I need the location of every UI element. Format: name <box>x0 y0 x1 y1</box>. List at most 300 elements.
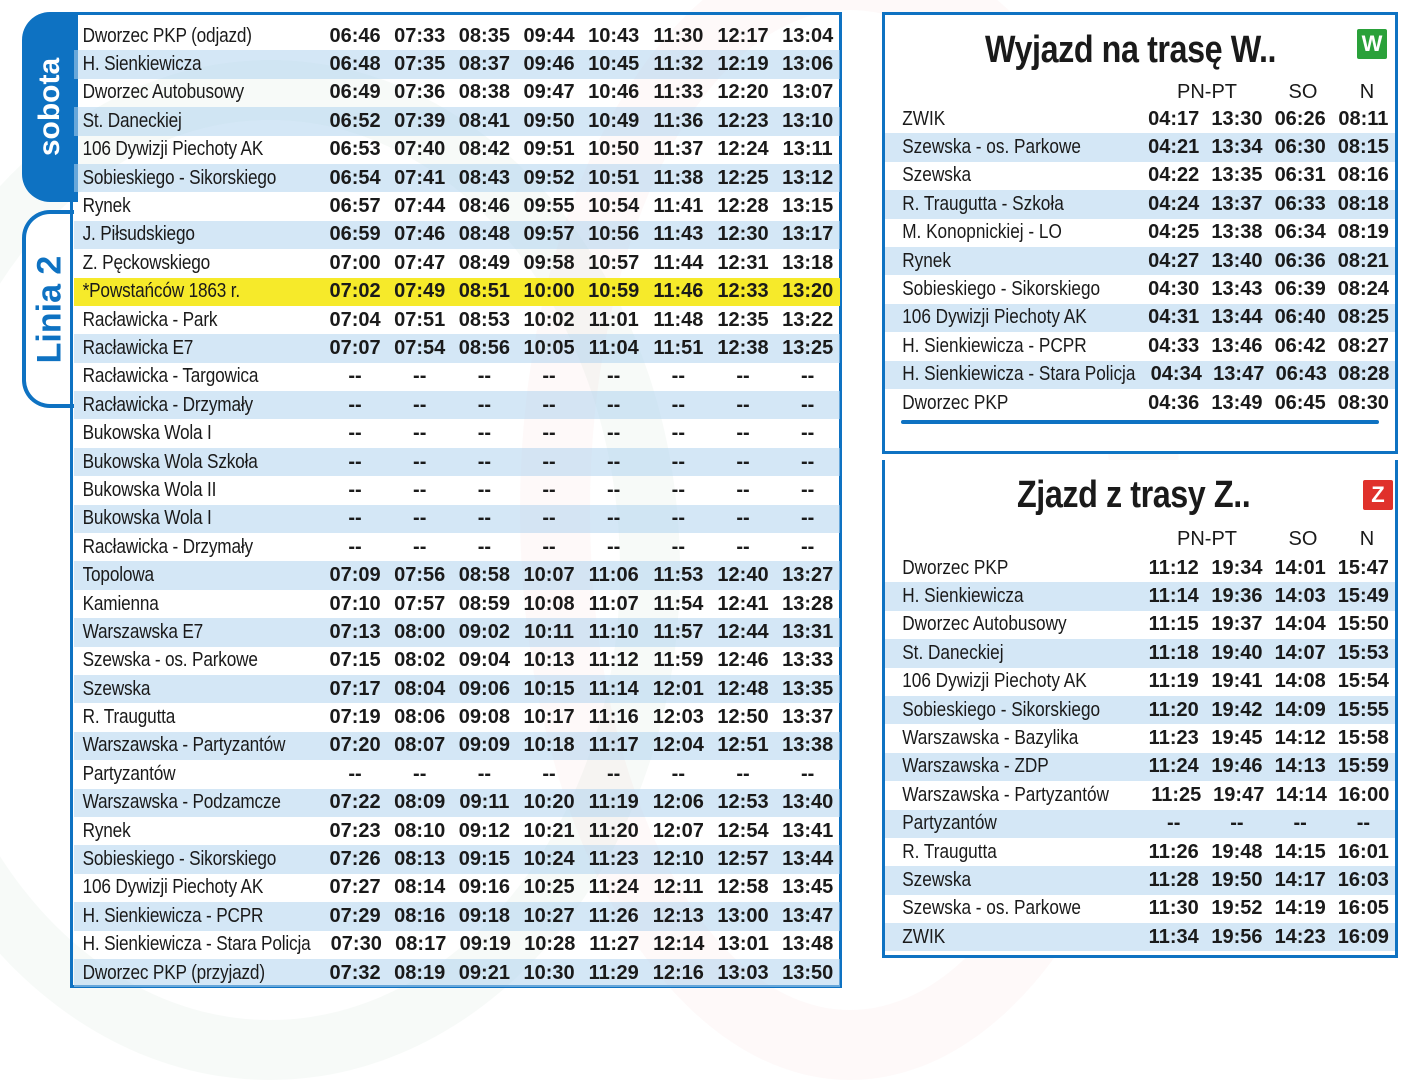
departure-time: 13:38 <box>782 734 834 757</box>
departure-time: -- <box>413 450 427 473</box>
departure-time: 14:01 <box>1274 556 1326 579</box>
departure-time: 08:14 <box>394 876 446 899</box>
departure-time: 11:19 <box>588 791 639 814</box>
departure-time: -- <box>348 365 362 388</box>
departure-time: 06:33 <box>1274 192 1326 215</box>
departure-time: 11:18 <box>1148 641 1199 664</box>
departure-time: 08:13 <box>394 848 446 871</box>
table-row <box>885 389 1395 417</box>
departure-time: 13:48 <box>782 933 834 956</box>
table-row <box>885 133 1395 161</box>
table-row <box>74 278 840 306</box>
stop-name: H. Sienkiewicza - PCPR <box>82 904 264 927</box>
stop-name: 106 Dywizji Piechoty AK <box>902 670 1087 693</box>
departure-time: -- <box>800 450 815 473</box>
departure-time: 12:51 <box>717 734 769 757</box>
departure-time: 15:54 <box>1337 670 1389 693</box>
departure-time: 12:41 <box>717 592 769 615</box>
departure-time: 16:05 <box>1337 897 1389 920</box>
departure-time: 08:00 <box>394 620 446 643</box>
departure-time: 07:30 <box>330 933 382 956</box>
departure-time: 12:35 <box>717 308 769 331</box>
departure-time: 04:17 <box>1148 107 1200 130</box>
departure-time: 19:40 <box>1211 641 1263 664</box>
departure-time: 15:59 <box>1337 755 1389 778</box>
departure-time: 07:32 <box>329 961 381 984</box>
departure-time: 09:16 <box>458 876 510 899</box>
departure-time: 13:47 <box>1213 363 1265 386</box>
stop-name: *Powstańców 1863 r. <box>82 280 240 303</box>
departure-time: -- <box>736 450 750 473</box>
departure-time: 07:07 <box>329 336 381 359</box>
departure-time: 12:01 <box>652 677 704 700</box>
departure-time: 14:14 <box>1275 783 1327 806</box>
departure-time: -- <box>736 507 750 530</box>
departure-time: 07:47 <box>394 251 446 274</box>
departure-time: 10:02 <box>523 308 575 331</box>
departure-time: 19:50 <box>1211 868 1263 891</box>
departure-time: -- <box>477 535 492 558</box>
departure-time: 11:10 <box>588 620 639 643</box>
departure-time: 15:49 <box>1337 585 1389 608</box>
departure-time: 07:13 <box>329 620 381 643</box>
departure-time: 07:10 <box>329 592 381 615</box>
departure-time: -- <box>800 478 815 501</box>
departure-time: 08:27 <box>1337 334 1389 357</box>
departure-time: 12:06 <box>652 791 704 814</box>
departure-time: 07:27 <box>329 876 381 899</box>
departure-time: 08:59 <box>458 592 510 615</box>
departure-time: 06:39 <box>1274 278 1326 301</box>
stop-name: Partyzantów <box>902 812 997 835</box>
departure-time: 10:51 <box>588 166 640 189</box>
departure-time: 10:25 <box>523 876 575 899</box>
departure-time: 11:24 <box>1148 755 1199 778</box>
stop-name: Rynek <box>902 249 951 272</box>
departure-time: 10:50 <box>588 138 640 161</box>
stop-name: St. Daneckiej <box>82 109 182 132</box>
departure-time: 06:26 <box>1274 107 1326 130</box>
departure-time: 11:38 <box>653 166 704 189</box>
departure-time: 13:37 <box>782 706 834 729</box>
table-row <box>885 696 1395 724</box>
departure-title: Wyjazd na trasę W.. <box>985 29 1277 71</box>
departure-time: -- <box>348 422 362 445</box>
departure-time: -- <box>348 507 362 530</box>
table-row <box>74 419 840 447</box>
table-row <box>74 703 840 731</box>
departure-time: 08:11 <box>1338 107 1389 130</box>
departure-time: 19:46 <box>1211 755 1263 778</box>
departure-time: 08:24 <box>1337 278 1389 301</box>
departure-header <box>1143 81 1399 104</box>
departure-time: 13:31 <box>782 620 834 643</box>
stop-name: H. Sienkiewicza - Stara Policja <box>82 933 311 956</box>
table-row <box>74 107 840 135</box>
departure-time: 11:29 <box>588 961 639 984</box>
return-table <box>885 554 1395 951</box>
table-row <box>74 561 840 589</box>
departure-time: -- <box>607 535 621 558</box>
departure-time: 13:11 <box>782 138 833 161</box>
stop-name: 106 Dywizji Piechoty AK <box>82 138 264 161</box>
departure-time: -- <box>1356 812 1371 835</box>
table-row <box>885 753 1395 781</box>
stop-name: Warszawska - Podzamcze <box>82 791 281 814</box>
departure-time: -- <box>477 422 492 445</box>
stop-name: Szewska <box>902 868 972 891</box>
departure-time: 11:01 <box>588 308 639 331</box>
stop-name: Dworzec Autobusowy <box>902 613 1067 636</box>
table-row <box>885 866 1395 894</box>
table-row <box>74 732 840 760</box>
departure-time: 07:02 <box>329 280 381 303</box>
table-row <box>885 611 1395 639</box>
departure-time: 08:18 <box>1337 192 1389 215</box>
departure-panel <box>882 12 1398 454</box>
departure-time: 08:07 <box>394 734 446 757</box>
departure-time: 11:23 <box>588 848 639 871</box>
table-row <box>885 275 1395 303</box>
departure-time: -- <box>607 450 621 473</box>
departure-time: 13:22 <box>782 308 834 331</box>
departure-time: 12:23 <box>717 109 769 132</box>
departure-time: 08:58 <box>458 564 510 587</box>
departure-time: 07:29 <box>329 904 381 927</box>
departure-time: 13:49 <box>1211 391 1263 414</box>
departure-time: 11:16 <box>588 706 639 729</box>
stop-name: Warszawska - ZDP <box>902 755 1049 778</box>
departure-time: 12:38 <box>717 336 769 359</box>
return-badge: Z <box>1363 480 1393 510</box>
departure-time: 04:25 <box>1148 221 1200 244</box>
departure-time: -- <box>542 450 556 473</box>
departure-time: 07:54 <box>394 336 446 359</box>
departure-time: 06:57 <box>329 195 381 218</box>
departure-time: 04:22 <box>1148 164 1200 187</box>
departure-time: -- <box>800 507 815 530</box>
departure-time: 08:51 <box>458 280 510 303</box>
departure-time: 08:28 <box>1338 363 1390 386</box>
departure-time: 07:51 <box>394 308 446 331</box>
header-weekday: PN-PT <box>1177 528 1237 550</box>
departure-time: 13:28 <box>782 592 834 615</box>
departure-time: 08:02 <box>394 649 446 672</box>
departure-time: -- <box>800 535 815 558</box>
day-label: sobota <box>33 57 66 157</box>
stop-name: Bukowska Wola II <box>82 478 217 501</box>
departure-time: 13:00 <box>717 904 769 927</box>
departure-time: 11:41 <box>653 195 704 218</box>
departure-time: 07:09 <box>329 564 381 587</box>
departure-time: 06:45 <box>1274 391 1326 414</box>
departure-time: 10:56 <box>588 223 640 246</box>
departure-time: 07:00 <box>329 251 381 274</box>
departure-time: 08:19 <box>394 961 446 984</box>
departure-time: -- <box>607 365 621 388</box>
departure-time: 15:50 <box>1337 613 1389 636</box>
departure-time: 10:07 <box>523 564 575 587</box>
departure-time: 07:44 <box>394 195 446 218</box>
departure-time: 04:31 <box>1148 306 1200 329</box>
departure-time: 13:30 <box>1211 107 1263 130</box>
departure-time: 07:19 <box>329 706 381 729</box>
stop-name: Sobieskiego - Sikorskiego <box>902 698 1101 721</box>
departure-time: 11:17 <box>588 734 639 757</box>
departure-time: 11:25 <box>1151 783 1202 806</box>
departure-time: 14:15 <box>1274 840 1326 863</box>
departure-time: 13:37 <box>1211 192 1263 215</box>
stop-name: Bukowska Wola I <box>82 422 212 445</box>
departure-time: 13:43 <box>1211 278 1263 301</box>
departure-time: 08:17 <box>395 933 447 956</box>
table-row <box>74 79 840 107</box>
stop-name: 106 Dywizji Piechoty AK <box>902 306 1087 329</box>
departure-time: -- <box>671 450 685 473</box>
departure-time: 09:02 <box>458 620 510 643</box>
table-row <box>885 781 1395 809</box>
departure-time: -- <box>542 762 556 785</box>
stop-name: H. Sienkiewicza <box>902 585 1024 608</box>
stop-name: R. Traugutta <box>82 706 176 729</box>
departure-time: 10:13 <box>523 649 575 672</box>
main-timetable <box>74 22 840 987</box>
table-row <box>74 675 840 703</box>
departure-time: 10:17 <box>523 706 575 729</box>
departure-time: 09:04 <box>458 649 510 672</box>
departure-time: 12:58 <box>717 876 769 899</box>
departure-time: 12:24 <box>717 138 769 161</box>
departure-time: 12:20 <box>717 81 769 104</box>
departure-time: 13:46 <box>1211 334 1263 357</box>
departure-time: 10:28 <box>524 933 576 956</box>
line-tab <box>22 210 74 408</box>
table-row <box>885 105 1395 133</box>
stop-name: Sobieskiego - Sikorskiego <box>82 166 277 189</box>
table-row <box>885 895 1395 923</box>
departure-time: 13:50 <box>782 961 834 984</box>
table-row <box>74 221 840 249</box>
departure-time: 09:11 <box>459 791 510 814</box>
departure-time: 06:42 <box>1274 334 1326 357</box>
departure-time: 11:26 <box>1148 840 1199 863</box>
departure-time: 11:12 <box>1148 556 1199 579</box>
departure-time: -- <box>671 478 685 501</box>
departure-time: 10:21 <box>523 819 575 842</box>
departure-time: 13:34 <box>1211 136 1263 159</box>
departure-time: 12:07 <box>652 819 704 842</box>
stop-name: Bukowska Wola Szkoła <box>82 450 258 473</box>
departure-time: -- <box>1230 812 1244 835</box>
departure-time: 07:04 <box>329 308 381 331</box>
departure-time: 11:36 <box>653 109 704 132</box>
departure-time: -- <box>800 393 815 416</box>
departure-time: 11:46 <box>653 280 704 303</box>
departure-time: 06:36 <box>1274 249 1326 272</box>
departure-time: 11:43 <box>653 223 704 246</box>
stop-name: Szewska - os. Parkowe <box>82 649 258 672</box>
departure-time: 11:07 <box>588 592 639 615</box>
departure-time: 13:40 <box>782 791 834 814</box>
departure-time: -- <box>800 365 815 388</box>
departure-time: -- <box>736 422 750 445</box>
table-row <box>885 332 1395 360</box>
table-row <box>74 959 840 987</box>
departure-time: 12:16 <box>652 961 704 984</box>
departure-time: -- <box>607 507 621 530</box>
return-header <box>1143 528 1399 551</box>
departure-time: 10:45 <box>588 53 640 76</box>
departure-time: 08:25 <box>1337 306 1389 329</box>
departure-time: -- <box>348 450 362 473</box>
stop-name: Kamienna <box>82 592 159 615</box>
departure-time: 09:47 <box>523 81 575 104</box>
departure-time: 08:19 <box>1337 221 1389 244</box>
departure-time: 08:49 <box>458 251 510 274</box>
stop-name: Sobieskiego - Sikorskiego <box>902 278 1101 301</box>
stop-name: Partyzantów <box>82 762 176 785</box>
departure-time: 08:46 <box>458 195 510 218</box>
departure-time: 12:17 <box>717 24 769 47</box>
departure-time: 14:07 <box>1274 641 1326 664</box>
departure-time: 11:34 <box>1148 925 1199 948</box>
departure-time: 13:10 <box>782 109 834 132</box>
departure-time: -- <box>671 393 685 416</box>
departure-time: 11:19 <box>1148 670 1199 693</box>
table-row <box>885 639 1395 667</box>
departure-time: -- <box>477 507 492 530</box>
departure-time: 13:12 <box>782 166 834 189</box>
departure-time: 07:39 <box>394 109 446 132</box>
departure-time: -- <box>736 762 750 785</box>
departure-time: 13:40 <box>1211 249 1263 272</box>
departure-time: 06:52 <box>329 109 381 132</box>
departure-time: 11:48 <box>653 308 704 331</box>
departure-time: -- <box>736 365 750 388</box>
departure-time: -- <box>736 478 750 501</box>
departure-time: 13:17 <box>782 223 834 246</box>
departure-time: -- <box>348 393 362 416</box>
departure-time: 12:25 <box>717 166 769 189</box>
departure-time: 11:32 <box>653 53 704 76</box>
departure-time: 09:06 <box>458 677 510 700</box>
departure-time: 04:33 <box>1148 334 1200 357</box>
departure-time: 12:33 <box>717 280 769 303</box>
departure-time: -- <box>542 365 556 388</box>
departure-time: 13:47 <box>782 904 834 927</box>
table-row <box>74 618 840 646</box>
departure-time: 09:21 <box>458 961 510 984</box>
departure-time: -- <box>607 422 621 445</box>
departure-time: 10:18 <box>523 734 575 757</box>
departure-time: 10:57 <box>588 251 640 274</box>
departure-time: 12:44 <box>717 620 769 643</box>
departure-time: 08:37 <box>458 53 510 76</box>
departure-time: 04:34 <box>1150 363 1202 386</box>
departure-time: -- <box>413 762 427 785</box>
table-row <box>885 923 1395 951</box>
departure-time: -- <box>671 507 685 530</box>
departure-time: 08:41 <box>458 109 510 132</box>
table-row <box>74 192 840 220</box>
departure-time: 12:53 <box>717 791 769 814</box>
table-row <box>74 448 840 476</box>
departure-time: 07:36 <box>394 81 446 104</box>
departure-time: -- <box>477 478 492 501</box>
departure-time: -- <box>348 762 362 785</box>
departure-time: 10:54 <box>588 195 640 218</box>
departure-time: 19:48 <box>1211 840 1263 863</box>
stop-name: St. Daneckiej <box>902 641 1004 664</box>
departure-time: 12:57 <box>717 848 769 871</box>
departure-time: 12:54 <box>717 819 769 842</box>
departure-time: 04:30 <box>1148 278 1200 301</box>
departure-time: 12:14 <box>653 933 705 956</box>
departure-time: 13:01 <box>717 933 769 956</box>
departure-time: 10:11 <box>524 620 575 643</box>
departure-time: 14:09 <box>1274 698 1326 721</box>
departure-time: 09:09 <box>458 734 510 757</box>
departure-time: -- <box>736 535 750 558</box>
departure-time: 13:25 <box>782 336 834 359</box>
stop-name: Racławicka - Drzymały <box>82 393 253 416</box>
table-row <box>74 50 840 78</box>
line-label: Linia 2 <box>30 255 69 363</box>
departure-time: 11:37 <box>653 138 704 161</box>
departure-time: 06:30 <box>1274 136 1326 159</box>
departure-time: 11:28 <box>1148 868 1199 891</box>
departure-time: 16:03 <box>1337 868 1389 891</box>
departure-time: 14:17 <box>1274 868 1326 891</box>
departure-time: 07:40 <box>394 138 446 161</box>
departure-time: 08:43 <box>458 166 510 189</box>
stop-name: Dworzec PKP <box>902 556 1009 579</box>
departure-time: 06:49 <box>329 81 381 104</box>
departure-time: 07:35 <box>394 53 446 76</box>
departure-time: 11:06 <box>588 564 639 587</box>
departure-time: 16:01 <box>1337 840 1389 863</box>
departure-time: 06:34 <box>1274 221 1326 244</box>
departure-time: 13:38 <box>1211 221 1263 244</box>
table-row <box>885 247 1395 275</box>
header-sunday: N <box>1359 528 1375 550</box>
departure-time: 08:53 <box>458 308 510 331</box>
departure-time: 09:19 <box>459 933 511 956</box>
departure-time: -- <box>413 507 427 530</box>
departure-time: 10:30 <box>523 961 575 984</box>
departure-time: 07:56 <box>394 564 446 587</box>
departure-time: 10:05 <box>523 336 575 359</box>
departure-time: 19:52 <box>1211 897 1263 920</box>
table-row <box>74 136 840 164</box>
departure-badge: W <box>1357 29 1387 59</box>
departure-time: 07:23 <box>329 819 381 842</box>
stop-name: H. Sienkiewicza - Stara Policja <box>902 363 1136 386</box>
departure-time: -- <box>607 393 621 416</box>
table-row <box>74 590 840 618</box>
departure-time: 11:57 <box>653 620 704 643</box>
departure-time: 12:31 <box>717 251 769 274</box>
departure-time: 19:34 <box>1211 556 1263 579</box>
table-row <box>74 164 840 192</box>
departure-time: 12:10 <box>652 848 704 871</box>
departure-time: 11:53 <box>653 564 704 587</box>
departure-time: 11:30 <box>653 24 704 47</box>
departure-time: 14:19 <box>1274 897 1326 920</box>
header-saturday: SO <box>1288 528 1318 550</box>
departure-time: -- <box>671 535 685 558</box>
departure-time: -- <box>542 422 556 445</box>
